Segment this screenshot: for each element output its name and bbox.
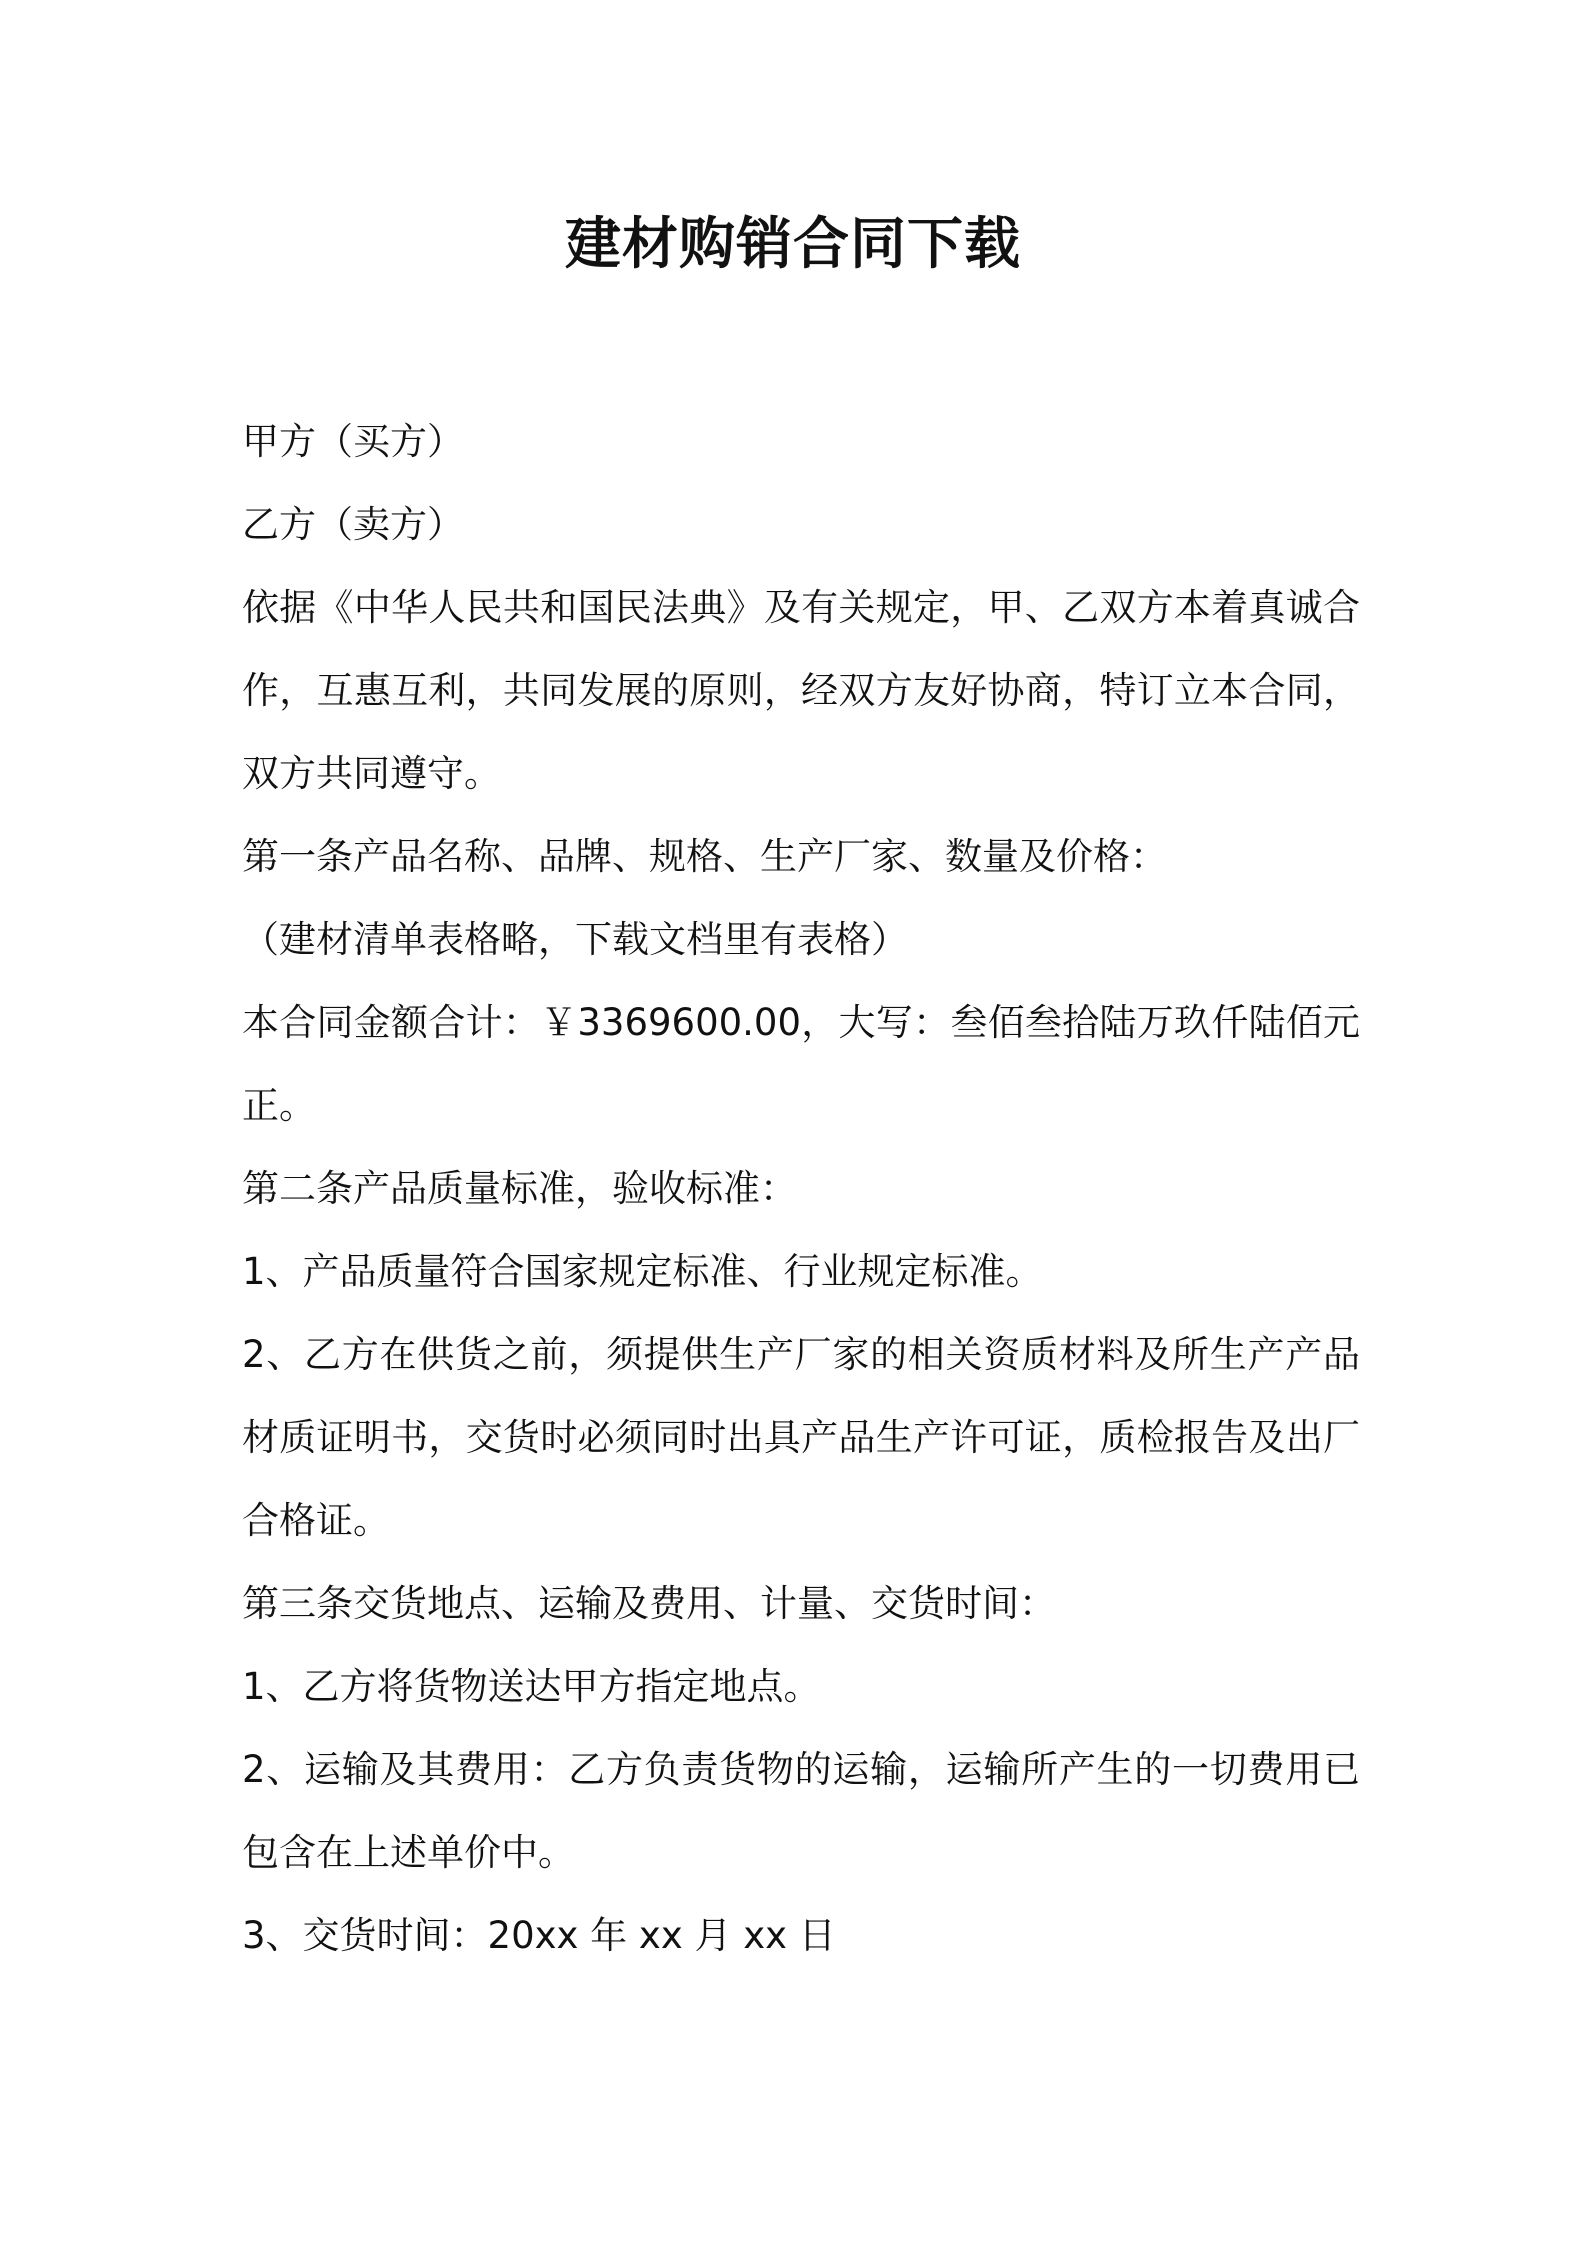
material-list-note: （建材清单表格略，下载文档里有表格） [242,918,908,961]
article-1-heading: 第一条产品名称、品牌、规格、生产厂家、数量及价格： [242,835,1167,878]
document-body [242,400,1360,1977]
article-2-heading: 第二条产品质量标准，验收标准： [242,1167,797,1210]
article-2-item-1: 1、产品质量符合国家规定标准、行业规定标准。 [242,1250,1043,1293]
party-b-line: 乙方（卖方） [242,503,464,546]
article-2-item-2: 2、乙方在供货之前，须提供生产厂家的相关资质材料及所生产产品材质证明书，交货时必须同时出具产品生产许可证，质检报告及出厂合格证。 [242,1333,1360,1542]
preamble-paragraph: 依据《中华人民共和国民法典》及有关规定，甲、乙双方本着真诚合作，互惠互利，共同发展的原则，经双方友好协商，特订立本合同，双方共同遵守。 [242,586,1360,795]
article-3-item-2: 2、运输及其费用：乙方负责货物的运输，运输所产生的一切费用已包含在上述单价中。 [242,1748,1360,1874]
contract-total-amount: 本合同金额合计：￥3369600.00，大写：叁佰叁拾陆万玖仟陆佰元正。 [242,1001,1360,1127]
party-a-line: 甲方（买方） [242,420,464,463]
article-3-item-1: 1、乙方将货物送达甲方指定地点。 [242,1665,821,1708]
document-title: 建材购销合同下载 [565,212,1021,277]
article-3-item-3: 3、交货时间：20xx 年 xx 月 xx 日 [242,1914,836,1957]
article-3-heading: 第三条交货地点、运输及费用、计量、交货时间： [242,1582,1056,1625]
